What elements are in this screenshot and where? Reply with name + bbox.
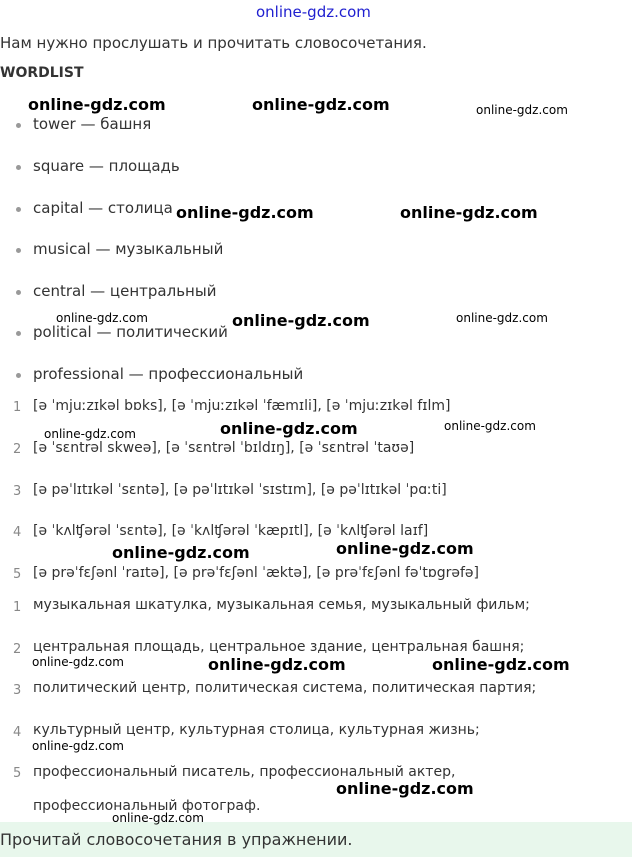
item-number: 5 <box>13 567 22 582</box>
watermark: online-gdz.com <box>176 203 314 222</box>
item-number: 4 <box>13 525 22 540</box>
list-item: political — политический <box>33 323 228 341</box>
watermark: online-gdz.com <box>252 95 390 114</box>
list-item: tower — башня <box>33 115 152 133</box>
watermark: online-gdz.com <box>444 419 536 433</box>
watermark: online-gdz.com <box>400 203 538 222</box>
watermark: online-gdz.com <box>112 543 250 562</box>
transcription-line: [ə pəˈlɪtɪkəl ˈsɛntə], [ə pəˈlɪtɪkəl ˈsɪstɪm], [ə pəˈlɪtɪkəl ˈpɑːti] <box>33 482 447 498</box>
translation-line: центральная площадь, центральное здание, центральная башня; <box>33 639 525 655</box>
bullet <box>16 165 21 170</box>
watermark: online-gdz.com <box>336 779 474 798</box>
footer-text: Прочитай словосочетания в упражнении. <box>0 830 353 849</box>
translation-line: музыкальная шкатулка, музыкальная семья, музыкальный фильм; <box>33 597 530 613</box>
list-item: professional — профессиональный <box>33 365 304 383</box>
watermark: online-gdz.com <box>232 311 370 330</box>
site-link[interactable]: online-gdz.com <box>256 3 371 21</box>
bullet <box>16 123 21 128</box>
item-number: 3 <box>13 683 22 698</box>
list-item: square — площадь <box>33 157 180 175</box>
bullet <box>16 207 21 212</box>
transcription-line: [ə prəˈfɛʃənl ˈraɪtə], [ə prəˈfɛʃənl ˈæktə], [ə prəˈfɛʃənl fəˈtɒgrəfə] <box>33 565 480 581</box>
wordlist-heading: WORDLIST <box>0 65 84 81</box>
translation-line-continued: профессиональный фотограф. <box>33 798 261 814</box>
watermark: online-gdz.com <box>476 103 568 117</box>
item-number: 5 <box>13 766 22 781</box>
list-item: musical — музыкальный <box>33 240 224 258</box>
bullet <box>16 331 21 336</box>
watermark: online-gdz.com <box>56 311 148 325</box>
bullet <box>16 248 21 253</box>
bullet <box>16 373 21 378</box>
item-number: 1 <box>13 400 22 415</box>
watermark: online-gdz.com <box>28 95 166 114</box>
list-item: capital — столица <box>33 199 173 217</box>
watermark: online-gdz.com <box>112 811 204 825</box>
list-item: central — центральный <box>33 282 217 300</box>
watermark: online-gdz.com <box>32 655 124 669</box>
translation-line: политический центр, политическая система, политическая партия; <box>33 680 537 696</box>
watermark: online-gdz.com <box>208 655 346 674</box>
translation-line: культурный центр, культурная столица, культурная жизнь; <box>33 722 480 738</box>
transcription-line: [ə ˈkʌlʧərəl ˈsɛntə], [ə ˈkʌlʧərəl ˈkæpɪtl], [ə ˈkʌlʧərəl laɪf] <box>33 523 429 539</box>
transcription-line: [ə ˈsɛntrəl skweə], [ə ˈsɛntrəl ˈbɪldɪŋ], [ə ˈsɛntrəl ˈtaʊə] <box>33 440 415 456</box>
item-number: 3 <box>13 484 22 499</box>
intro-text: Нам нужно прослушать и прочитать словосочетания. <box>0 34 427 52</box>
watermark: online-gdz.com <box>432 655 570 674</box>
item-number: 4 <box>13 725 22 740</box>
translation-line: профессиональный писатель, профессиональный актер, <box>33 764 456 780</box>
watermark: online-gdz.com <box>336 539 474 558</box>
footer-banner <box>0 822 632 857</box>
watermark: online-gdz.com <box>220 419 358 438</box>
item-number: 2 <box>13 442 22 457</box>
transcription-line: [ə ˈmjuːzɪkəl bɒks], [ə ˈmjuːzɪkəl ˈfæmɪli], [ə ˈmjuːzɪkəl fɪlm] <box>33 398 451 414</box>
watermark: online-gdz.com <box>32 739 124 753</box>
item-number: 2 <box>13 642 22 657</box>
watermark: online-gdz.com <box>456 311 548 325</box>
bullet <box>16 290 21 295</box>
item-number: 1 <box>13 600 22 615</box>
watermark: online-gdz.com <box>44 427 136 441</box>
